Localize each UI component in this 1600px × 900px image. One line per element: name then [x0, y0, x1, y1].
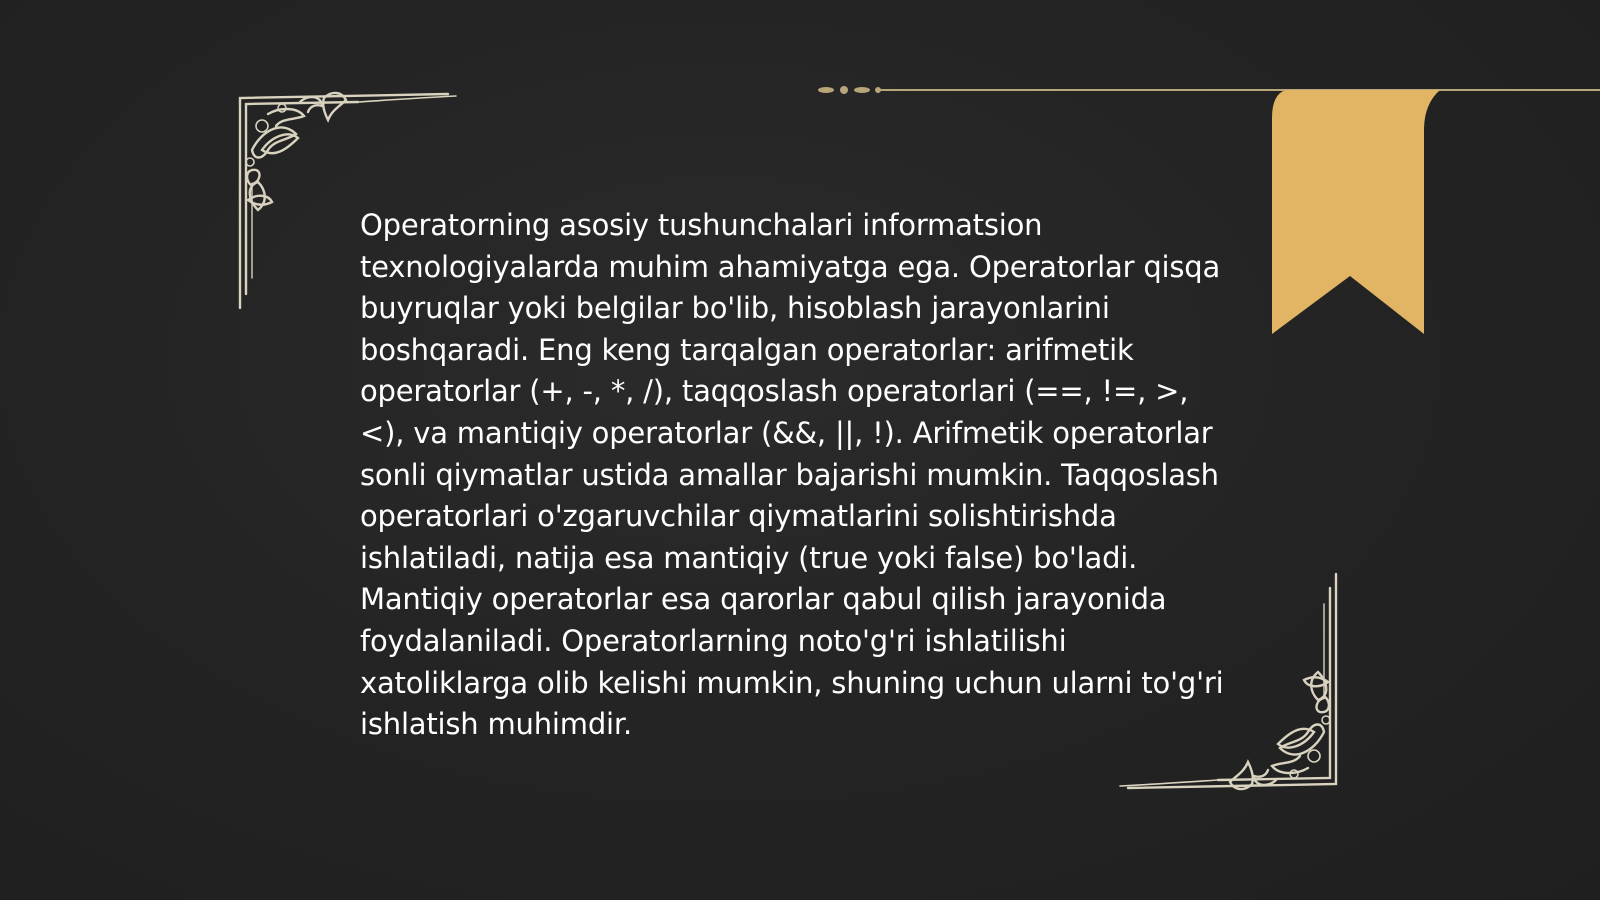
bookmark-ribbon-icon [1272, 90, 1440, 336]
slide-body-text: Operatorning asosiy tushunchalari informatsion texnologiyalarda muhim ahamiyatga ega. Operatorlar qisqa buyruqlar yoki belgilar bo'lib, hisoblash jarayonlarini boshqaradi. Eng keng tarqalgan operatorlar: arifmetik operatorlar (+, -, *, /), taqqoslash operatorlari (==, !=, >, <), va mantiqiy operatorlar (&&, ||, !). Arifmetik operatorlar sonli qiymatlar ustida amallar bajarishi mumkin. Taqqoslash operatorlari o'zgaruvchilar qiymatlarini solishtirishda ishlatiladi, natija esa mantiqiy (true yoki false) bo'ladi. Mantiqiy operatorlar esa qarorlar qabul qilish jarayonida foydalaniladi. Operatorlarning noto'g'ri ishlatilishi xatoliklarga olib kelishi mumkin, shuning uchun ularni to'g'ri ishlatish muhimdir. [360, 208, 1224, 742]
decorative-line-icon [818, 86, 1600, 94]
